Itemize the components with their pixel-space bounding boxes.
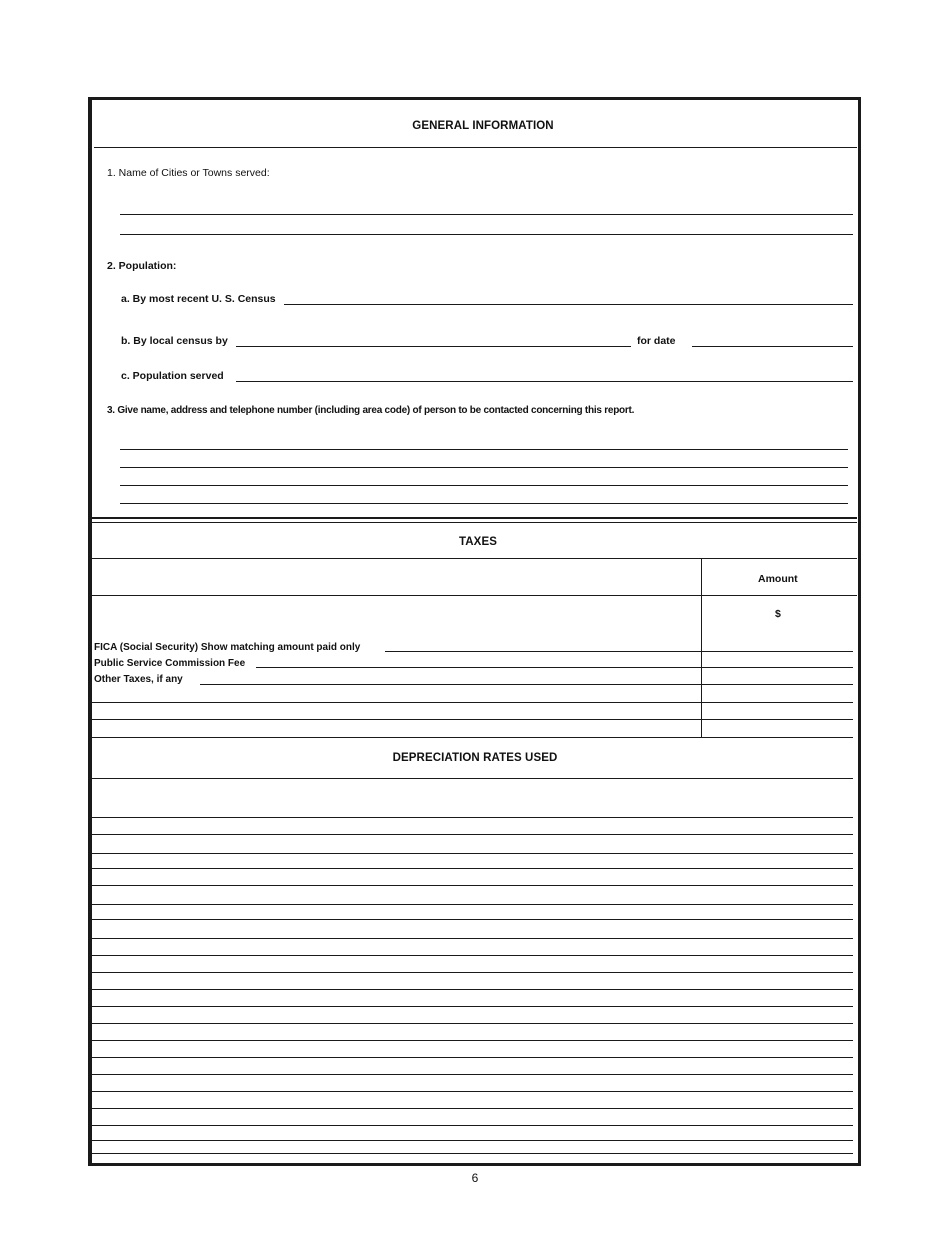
cities-line-2[interactable] — [120, 234, 853, 235]
census-label: a. By most recent U. S. Census — [121, 293, 276, 305]
depreciation-line[interactable] — [92, 1125, 853, 1126]
census-field[interactable] — [284, 304, 853, 305]
depreciation-header-bottom — [92, 778, 853, 779]
page-number: 6 — [471, 1171, 479, 1185]
amount-header: Amount — [758, 573, 798, 585]
tax-amount-field[interactable] — [702, 667, 853, 668]
depreciation-line[interactable] — [92, 868, 853, 869]
tax-amount-field[interactable] — [702, 684, 853, 685]
taxes-header-top — [92, 558, 857, 559]
contact-line-1[interactable] — [120, 449, 848, 450]
taxes-bottom — [92, 737, 853, 738]
tax-blank-row[interactable] — [92, 702, 853, 703]
amount-column-divider — [701, 558, 702, 737]
contact-line-2[interactable] — [120, 467, 848, 468]
local-census-label: b. By local census by — [121, 335, 228, 347]
depreciation-line[interactable] — [92, 1057, 853, 1058]
tax-row-field[interactable] — [256, 667, 701, 668]
depreciation-heading: DEPRECIATION RATES USED — [392, 752, 558, 764]
currency-symbol: $ — [775, 608, 781, 620]
tax-blank-row[interactable] — [92, 719, 853, 720]
depreciation-line[interactable] — [92, 1023, 853, 1024]
question-2-label: 2. Population: — [107, 260, 177, 272]
taxes-header-bottom — [92, 595, 857, 596]
depreciation-line[interactable] — [92, 955, 853, 956]
tax-row-label: Other Taxes, if any — [94, 674, 183, 685]
depreciation-line[interactable] — [92, 972, 853, 973]
general-information-heading: GENERAL INFORMATION — [412, 120, 554, 132]
depreciation-line[interactable] — [92, 885, 853, 886]
contact-line-4[interactable] — [120, 503, 848, 504]
population-served-label: c. Population served — [121, 370, 224, 382]
depreciation-line[interactable] — [92, 817, 853, 818]
taxes-heading: TAXES — [459, 536, 497, 548]
for-date-label: for date — [637, 335, 676, 347]
depreciation-line[interactable] — [92, 853, 853, 854]
depreciation-line[interactable] — [92, 1153, 853, 1154]
depreciation-line[interactable] — [92, 919, 853, 920]
section-divider — [92, 522, 857, 523]
depreciation-line[interactable] — [92, 989, 853, 990]
local-census-field[interactable] — [236, 346, 631, 347]
depreciation-line[interactable] — [92, 834, 853, 835]
population-served-field[interactable] — [236, 381, 853, 382]
depreciation-line[interactable] — [92, 938, 853, 939]
tax-row-label: FICA (Social Security) Show matching amount paid only — [94, 642, 361, 653]
depreciation-line[interactable] — [92, 1006, 853, 1007]
tax-row-label: Public Service Commission Fee — [94, 658, 246, 669]
question-1-label: 1. Name of Cities or Towns served: — [107, 167, 270, 179]
tax-row-field[interactable] — [200, 684, 701, 685]
tax-row-field[interactable] — [385, 651, 701, 652]
depreciation-line[interactable] — [92, 904, 853, 905]
tax-amount-field[interactable] — [702, 651, 853, 652]
cities-line-1[interactable] — [120, 214, 853, 215]
depreciation-line[interactable] — [92, 1040, 853, 1041]
depreciation-line[interactable] — [92, 1108, 853, 1109]
section-divider — [92, 517, 857, 519]
section-divider — [94, 147, 857, 148]
depreciation-line[interactable] — [92, 1091, 853, 1092]
depreciation-line[interactable] — [92, 1074, 853, 1075]
depreciation-line[interactable] — [92, 1140, 853, 1141]
question-3-label: 3. Give name, address and telephone number (including area code) of person to be contacted concerning this report. — [107, 405, 635, 416]
for-date-field[interactable] — [692, 346, 853, 347]
contact-line-3[interactable] — [120, 485, 848, 486]
